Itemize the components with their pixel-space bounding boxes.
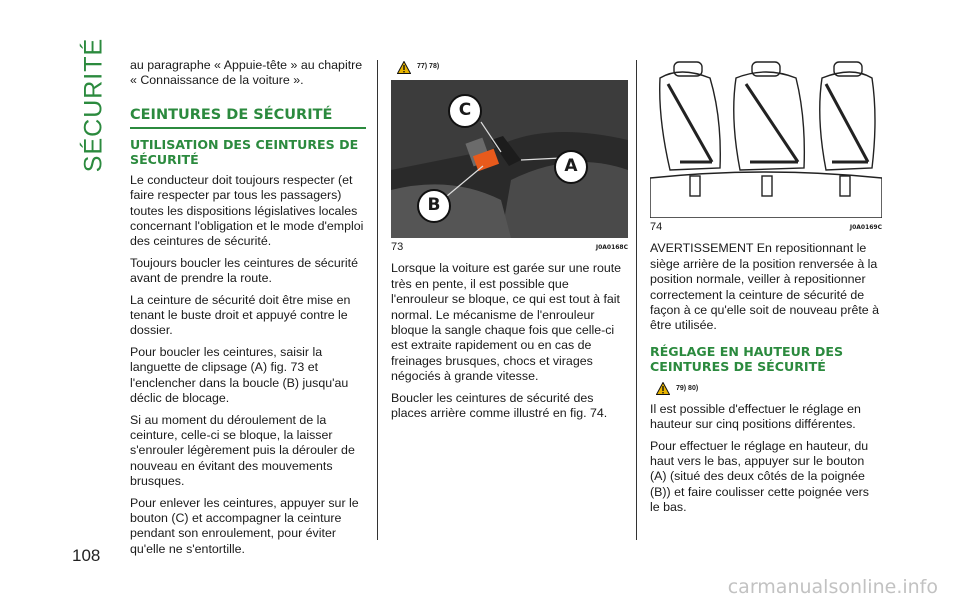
- subsection-heading: RÉGLAGE EN HAUTEUR DES CEINTURES DE SÉCURITÉ: [650, 343, 844, 374]
- column-2: [391, 58, 628, 427]
- figure-number: 74: [650, 221, 663, 233]
- warning-refs: 77) 78): [417, 63, 440, 71]
- figure-74-image: [650, 58, 882, 218]
- figure-number: 73: [391, 241, 404, 253]
- section-title-text: SÉCURITÉ: [79, 37, 108, 173]
- figure-code: J0A0168C: [595, 244, 628, 251]
- page-number: 108: [72, 546, 101, 565]
- warning-paragraph: AVERTISSEMENT En repositionnant le siège arrière de la position renversée à la position normale, veiller à repositionner correctement la ceinture de sécurité de façon à ce qu'elle soit de nouveau prête à être utilisée.: [650, 241, 880, 333]
- column-1: [130, 58, 366, 563]
- figure-caption: [391, 240, 628, 255]
- warning-triangle-icon: [656, 382, 670, 395]
- paragraph: Le conducteur doit toujours respecter (et faire respecter par tous les passagers) toutes les dispositions législatives locales concernant l'obligation et le mode d'emploi des ceintures de sécurité.: [130, 172, 364, 249]
- subsection-heading: UTILISATION DES CEINTURES DE SÉCURITÉ: [130, 136, 359, 167]
- warning-reference: [397, 58, 628, 76]
- warning-reference: [656, 380, 882, 398]
- section-title: [74, 37, 114, 173]
- column-divider: [377, 60, 378, 540]
- column-3: [650, 58, 882, 522]
- warning-triangle-icon: [397, 61, 411, 74]
- intro-text: au paragraphe « Appuie-tête » au chapitre « Connaissance de la voiture ».: [130, 58, 363, 88]
- column-divider: [636, 60, 637, 540]
- paragraph: Si au moment du déroulement de la ceinture, celle-ci se bloque, la laisser s'enrouler légèrement puis la dérouler de nouveau en évitant des mouvements brusques.: [130, 412, 355, 489]
- watermark: carmanualsonline.info: [727, 576, 938, 598]
- paragraph: Pour enlever les ceintures, appuyer sur le bouton (C) et accompagner la ceinture pendant son enroulement, pour éviter qu'elle ne s'entortille.: [130, 495, 359, 556]
- paragraph: Pour effectuer le réglage en hauteur, du haut vers le bas, appuyer sur le bouton (A) (situé des deux côtés de la poignée (B)) et faire coulisser cette poignée vers le bas.: [650, 438, 869, 515]
- callout-c: C: [448, 94, 482, 128]
- figure-code: J0A0169C: [849, 224, 882, 231]
- callout-a: A: [554, 150, 588, 184]
- paragraph: Toujours boucler les ceintures de sécurité avant de prendre la route.: [130, 255, 358, 286]
- paragraph: La ceinture de sécurité doit être mise en tenant le buste droit et appuyé contre le dossier.: [130, 292, 351, 338]
- rear-seats-illustration: [650, 58, 882, 218]
- paragraph: Boucler les ceintures de sécurité des places arrière comme illustré en fig. 74.: [391, 390, 608, 421]
- figure-73-image: [391, 80, 628, 238]
- paragraph: Lorsque la voiture est garée sur une route très en pente, il est possible que l'enrouleur se bloque, ce qui est tout à fait normal. Le mécanisme de l'enrouleur bloque la sangle chaque fois que celle-ci est extraite rapidement ou en cas de freinages brusques, chocs et virages négociés à grande vitesse.: [391, 261, 622, 384]
- callout-b: B: [417, 189, 451, 223]
- paragraph: Il est possible d'effectuer le réglage en hauteur sur cinq positions différentes.: [650, 401, 861, 432]
- paragraph: Pour boucler les ceintures, saisir la languette de clipsage (A) fig. 73 et l'enclencher dans la boucle (B) jusqu'au déclic de blocage.: [130, 344, 349, 406]
- section-heading: CEINTURES DE SÉCURITÉ: [130, 107, 366, 129]
- warning-refs: 79) 80): [676, 385, 699, 393]
- figure-caption: [650, 220, 882, 235]
